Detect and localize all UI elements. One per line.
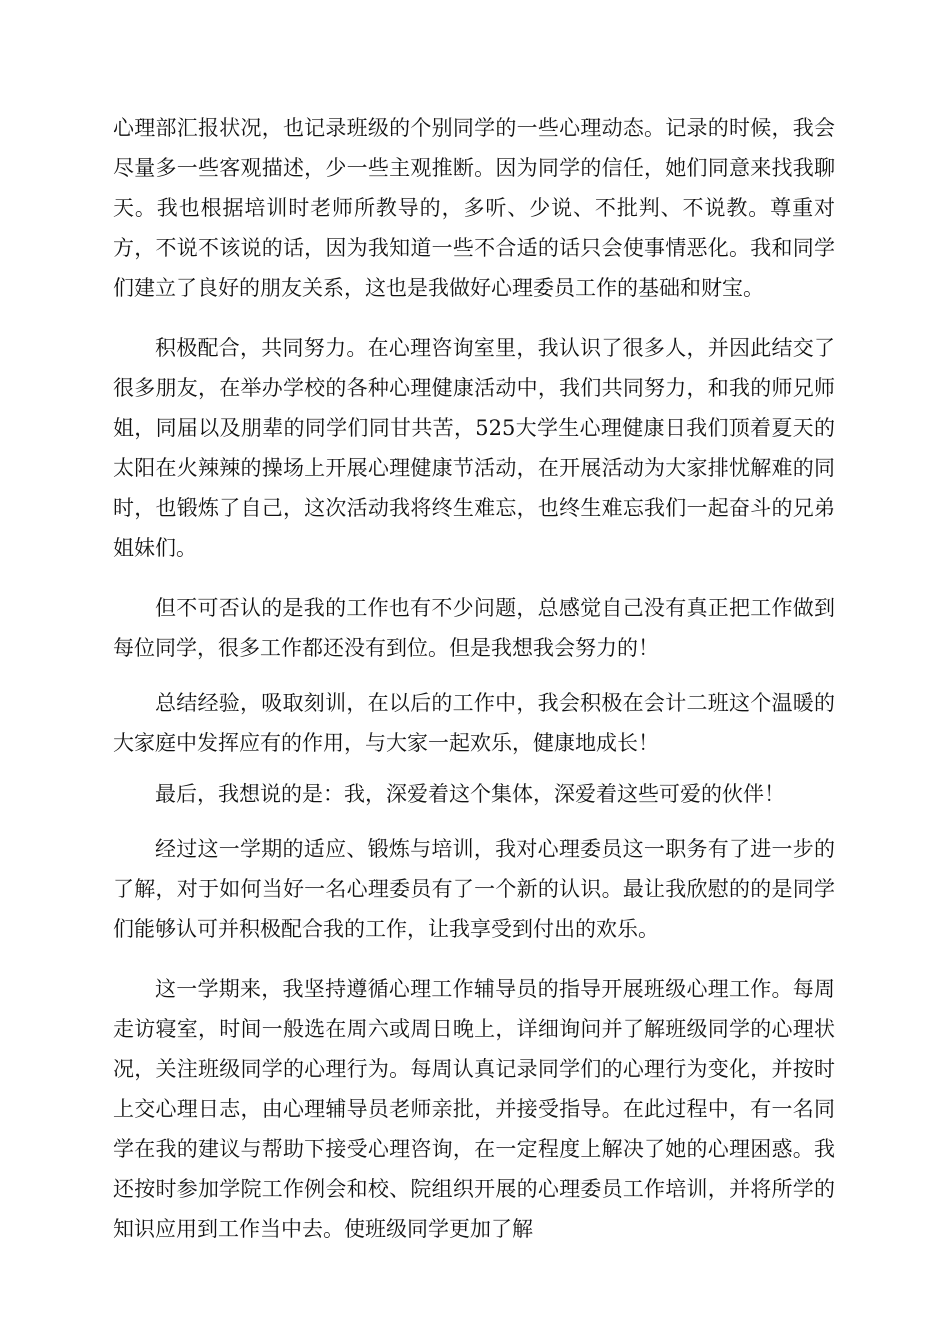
paragraph-6: 经过这一学期的适应、锻炼与培训，我对心理委员这一职务有了进一步的了解，对于如何当好一名心理委员有了一个新的认识。最让我欣慰的的是同学们能够认可并积极配合我的工作，让我享受到付出的欢乐。 [113,837,835,941]
paragraph-2: 积极配合，共同努力。在心理咨询室里，我认识了很多人，并因此结交了很多朋友，在举办学校的各种心理健康活动中，我们共同努力，和我的师兄师姐，同届以及朋辈的同学们同甘共苦，525大学生心理健康日我们顶着夏天的太阳在火辣辣的操场上开展心理健康节活动，在开展活动为大家排忧解难的同时，也锻炼了自己，这次活动我将终生难忘，也终生难忘我们一起奋斗的兄弟姐妹们。 [113,336,835,560]
paragraph-5: 最后，我想说的是：我，深爱着这个集体，深爱着这些可爱的伙伴！ [155,782,785,806]
paragraph-3: 但不可否认的是我的工作也有不少问题，总感觉自己没有真正把工作做到每位同学，很多工作都还没有到位。但是我想我会努力的！ [113,596,835,660]
document-body [113,108,835,1249]
paragraph-1: 心理部汇报状况，也记录班级的个别同学的一些心理动态。记录的时候，我会尽量多一些客观描述，少一些主观推断。因为同学的信任，她们同意来找我聊天。我也根据培训时老师所教导的，多听、少说、不批判、不说教。尊重对方，不说不该说的话，因为我知道一些不合适的话只会使事情恶化。我和同学们建立了良好的朋友关系，这也是我做好心理委员工作的基础和财宝。 [113,116,835,300]
paragraph-4: 总结经验，吸取刻训，在以后的工作中，我会积极在会计二班这个温暖的大家庭中发挥应有的作用，与大家一起欢乐，健康地成长！ [113,691,835,755]
paragraph-7: 这一学期来，我坚持遵循心理工作辅导员的指导开展班级心理工作。每周走访寝室，时间一般选在周六或周日晚上，详细询问并了解班级同学的心理状况，关注班级同学的心理行为。每周认真记录同学们的心理行为变化，并按时上交心理日志，由心理辅导员老师亲批，并接受指导。在此过程中，有一名同学在我的建议与帮助下接受心理咨询，在一定程度上解决了她的心理困惑。我还按时参加学院工作例会和校、院组织开展的心理委员工作培训，并将所学的知识应用到工作当中去。使班级同学更加了解 [113,977,835,1241]
